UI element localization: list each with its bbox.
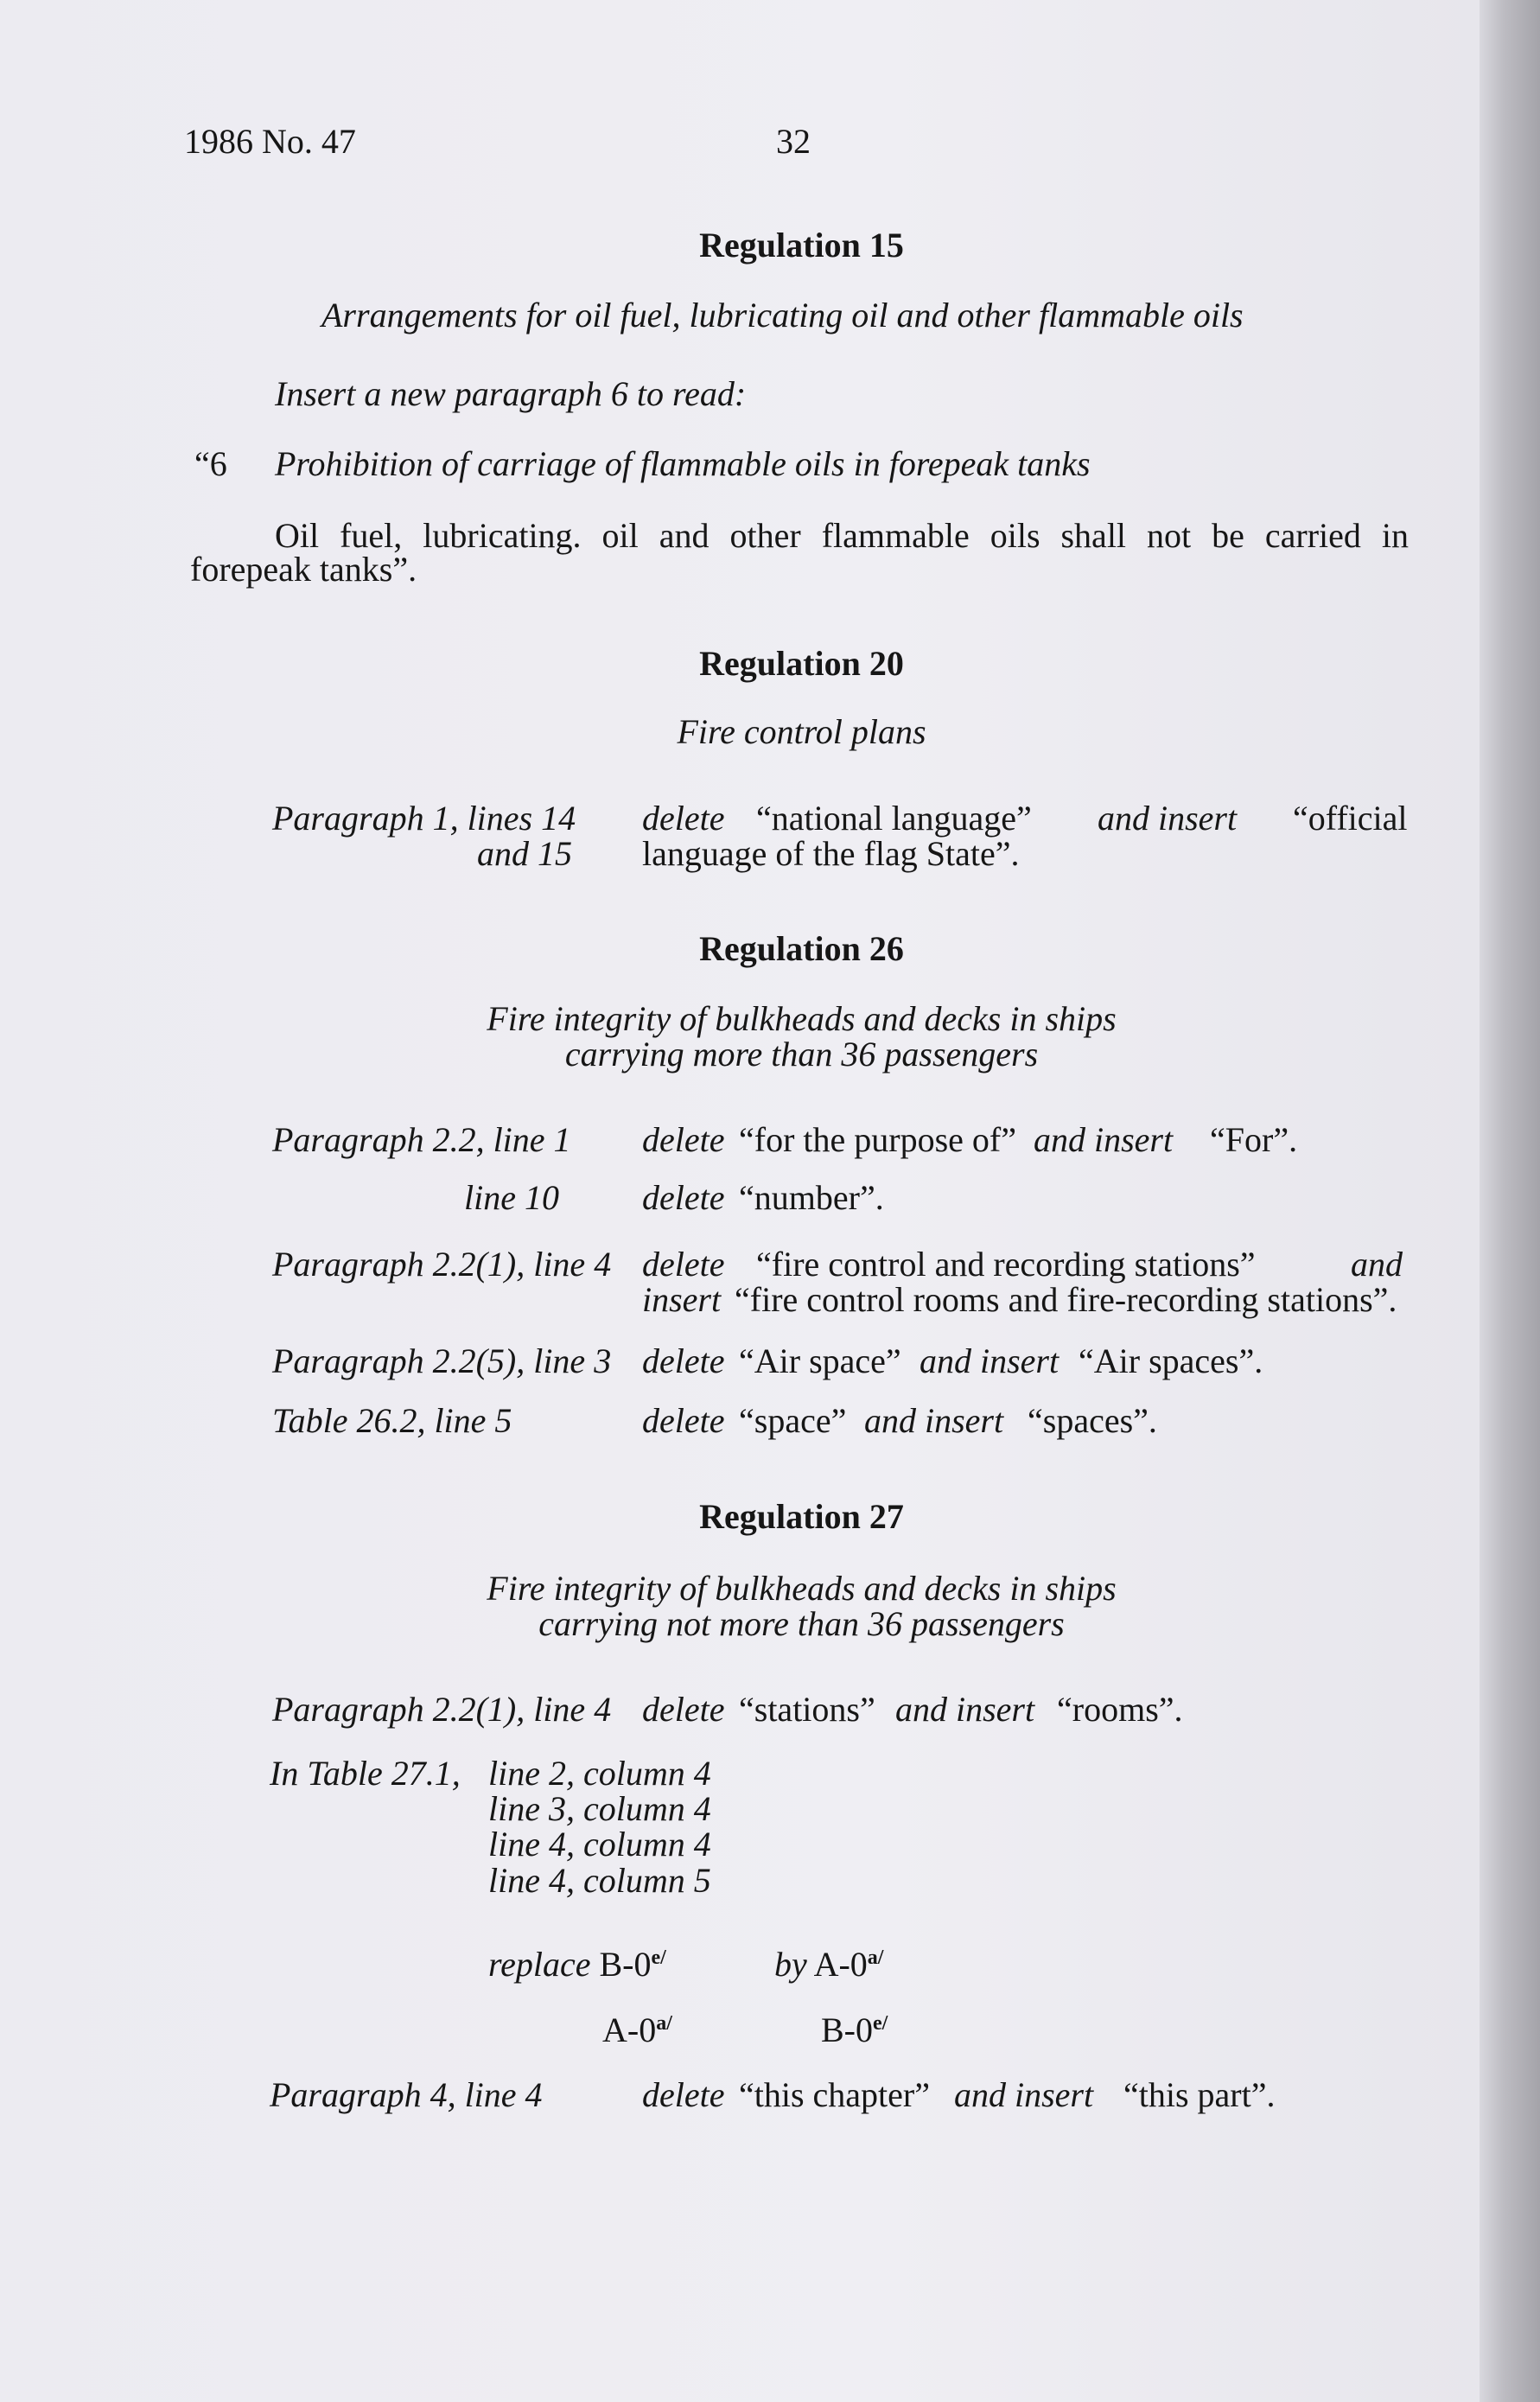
table-line-item: line 4, column 4 bbox=[488, 1825, 711, 1864]
reg20-old-text: “national language” bbox=[756, 799, 1032, 838]
amendment-and-insert: and insert bbox=[895, 1690, 1035, 1729]
by-row bbox=[774, 1939, 883, 1984]
amendment-delete: delete bbox=[642, 1245, 725, 1284]
reg20-new-text-cont: language of the flag State”. bbox=[642, 834, 1020, 873]
replace-row bbox=[488, 1939, 666, 1984]
amendment-delete: delete bbox=[642, 1178, 725, 1217]
amendment-old-text: “number”. bbox=[739, 1178, 884, 1217]
amendment-delete: delete bbox=[642, 1120, 725, 1159]
regulation-27-subtitle-1: Fire integrity of bulkheads and decks in ships bbox=[487, 1569, 1117, 1608]
amendment-and-insert: and insert bbox=[920, 1341, 1060, 1380]
amendment-delete: delete bbox=[642, 1690, 725, 1729]
amendment-old-text: “for the purpose of” bbox=[739, 1120, 1016, 1159]
amendment-old-text: “space” bbox=[739, 1401, 847, 1440]
act-reference: 1986 No. 47 bbox=[184, 122, 356, 161]
amendment-reference: Paragraph 4, line 4 bbox=[270, 2075, 543, 2114]
regulation-26-heading: Regulation 26 bbox=[699, 929, 904, 968]
amendment-reference: Paragraph 2.2(1), line 4 bbox=[272, 1245, 612, 1284]
amendment-reference: Paragraph 2.2(5), line 3 bbox=[272, 1341, 612, 1380]
reg20-reference: Paragraph 1, lines 14 bbox=[272, 799, 576, 838]
amendment-delete: delete bbox=[642, 1401, 725, 1440]
amendment-old-text: “this chapter” bbox=[739, 2075, 930, 2114]
amendment-reference: line 10 bbox=[464, 1178, 559, 1217]
regulation-20-heading: Regulation 20 bbox=[699, 644, 904, 683]
amendment-and-insert: and insert bbox=[864, 1401, 1004, 1440]
reg20-and-insert: and insert bbox=[1098, 799, 1238, 838]
by-value: A-0$^{a/}$ bbox=[813, 1945, 884, 1984]
by-value-2: B-0$^{e/}$ bbox=[821, 2010, 888, 2049]
amendment-and-insert: and insert bbox=[1034, 1120, 1174, 1159]
amendment-old-text: “Air space” bbox=[739, 1341, 901, 1380]
amendment-delete: delete bbox=[642, 1341, 725, 1380]
paragraph-text-line1: Oil fuel, lubricating. oil and other flammable oils shall not be carried in bbox=[275, 516, 1409, 555]
amendment-new-text: “this part”. bbox=[1123, 2075, 1276, 2114]
amendment-reference: Paragraph 2.2, line 1 bbox=[272, 1120, 571, 1159]
regulation-26-subtitle-1: Fire integrity of bulkheads and decks in ships bbox=[487, 999, 1117, 1038]
amendment-delete: delete bbox=[642, 2075, 725, 2114]
amendment-reference: Paragraph 2.2(1), line 4 bbox=[272, 1690, 612, 1729]
regulation-15-heading: Regulation 15 bbox=[699, 226, 904, 264]
table-line-item: line 3, column 4 bbox=[488, 1789, 711, 1828]
amendment-and: and bbox=[1351, 1245, 1403, 1284]
reg20-new-text: “official bbox=[1293, 799, 1408, 838]
reg20-reference-cont: and 15 bbox=[477, 834, 572, 873]
table-intro: In Table 27.1, bbox=[270, 1754, 461, 1793]
amendment-and-insert: and insert bbox=[954, 2075, 1094, 2114]
page-number: 32 bbox=[776, 122, 811, 161]
reg20-delete: delete bbox=[642, 799, 725, 838]
regulation-26-subtitle-2: carrying more than 36 passengers bbox=[564, 1035, 1039, 1074]
amendment-reference: Table 26.2, line 5 bbox=[272, 1401, 512, 1440]
regulation-27-subtitle-2: carrying not more than 36 passengers bbox=[538, 1604, 1065, 1643]
regulation-15-instruction: Insert a new paragraph 6 to read: bbox=[275, 374, 747, 413]
regulation-15-subtitle: Arrangements for oil fuel, lubricating oil and other flammable oils bbox=[321, 296, 1244, 334]
paragraph-title: Prohibition of carriage of flammable oils in forepeak tanks bbox=[275, 444, 1091, 483]
amendment-old-text: “stations” bbox=[739, 1690, 875, 1729]
amendment-new-text: “Air spaces”. bbox=[1079, 1341, 1263, 1380]
amendment-new-text: “For”. bbox=[1210, 1120, 1298, 1159]
by-label: by bbox=[774, 1945, 807, 1984]
amendment-new-text: “spaces”. bbox=[1028, 1401, 1157, 1440]
amendment-insert: insert bbox=[642, 1280, 722, 1319]
replace-value-2: A-0$^{a/}$ bbox=[602, 2010, 672, 2049]
amendment-new-text: “fire control rooms and fire-recording stations”. bbox=[735, 1280, 1397, 1319]
regulation-20-subtitle: Fire control plans bbox=[677, 712, 926, 751]
replace-label: replace bbox=[488, 1945, 591, 1984]
replace-value: B-0$^{e/}$ bbox=[599, 1945, 666, 1984]
amendment-new-text: “rooms”. bbox=[1057, 1690, 1183, 1729]
table-line-item: line 4, column 5 bbox=[488, 1861, 711, 1900]
amendment-old-text: “fire control and recording stations” bbox=[756, 1245, 1256, 1284]
table-line-item: line 2, column 4 bbox=[488, 1754, 711, 1793]
page-edge-shadow bbox=[1480, 0, 1540, 2402]
regulation-27-heading: Regulation 27 bbox=[699, 1497, 904, 1536]
paragraph-text-line2: forepeak tanks”. bbox=[190, 550, 417, 589]
paragraph-number: “6 bbox=[194, 444, 227, 483]
